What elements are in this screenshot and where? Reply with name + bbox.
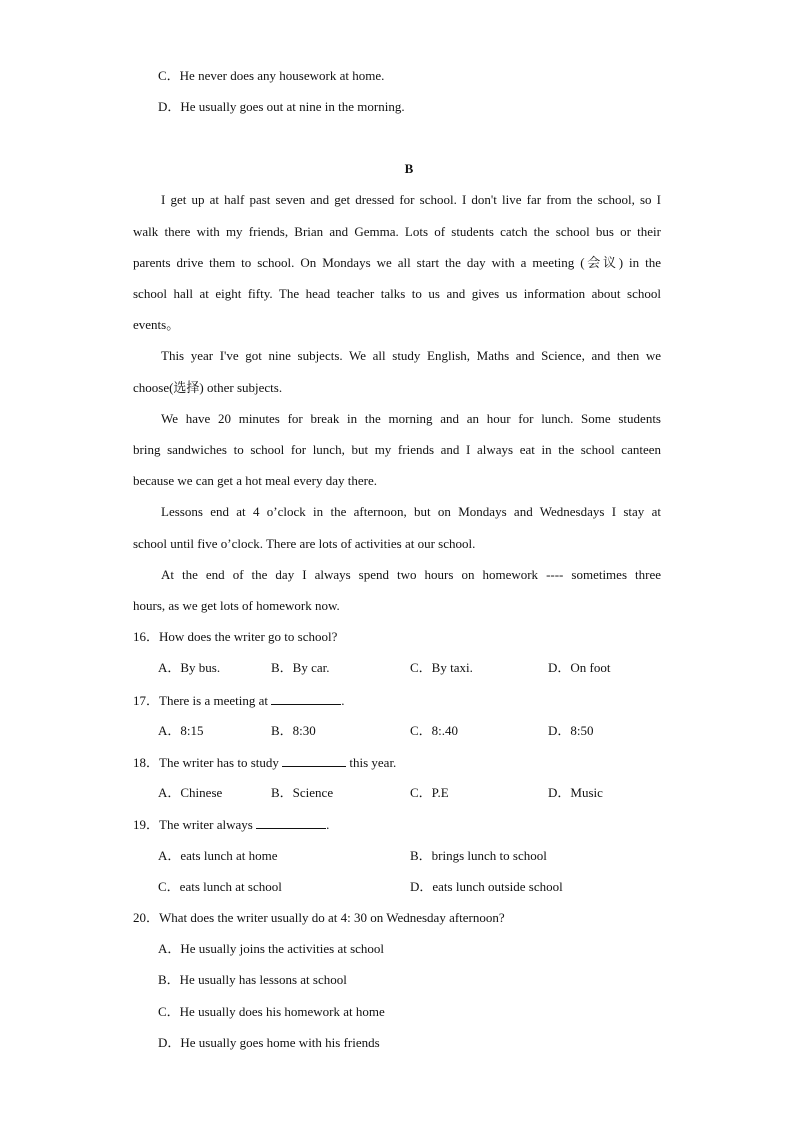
question-18-option-c: C．P.E <box>410 785 449 800</box>
passage-line: bring sandwiches to school for lunch, but my friends and I always eat in the school canteen <box>133 442 661 457</box>
question-19-stem-end: . <box>326 817 330 832</box>
question-20-option-a: A．He usually joins the activities at school <box>158 941 385 956</box>
passage-line: school hall at eight fifty. The head teacher talks to us and gives us information about school <box>133 286 661 301</box>
passage-line: I get up at half past seven and get dressed for school. I don't live far from the school, so I <box>161 192 661 207</box>
question-20-stem: 20．What does the writer usually do at 4: 30 on Wednesday afternoon? <box>133 910 505 925</box>
question-17-option-d: D．8:50 <box>548 723 594 738</box>
prev-option-d: D．He usually goes out at nine in the morning. <box>158 99 405 114</box>
question-17-option-c: C．8:.40 <box>410 723 459 738</box>
passage-line: because we can get a hot meal every day there. <box>133 473 377 488</box>
passage-line: parents drive them to school. On Mondays we all start the day with a meeting (会议) in the <box>133 255 661 270</box>
answer-blank <box>256 816 326 829</box>
question-16-option-b: B．By car. <box>271 660 330 675</box>
question-17-option-a: A．8:15 <box>158 723 204 738</box>
answer-blank <box>271 692 341 705</box>
prev-option-c: C．He never does any housework at home. <box>158 68 385 83</box>
question-18-option-b: B．Science <box>271 785 334 800</box>
passage-line: Lessons end at 4 o’clock in the afternoon, but on Mondays and Wednesdays I stay at <box>161 504 661 519</box>
question-18-option-a: A．Chinese <box>158 785 223 800</box>
question-18-stem-text: 18．The writer has to study <box>133 755 279 770</box>
question-17-stem <box>133 692 345 709</box>
question-19-option-c: C．eats lunch at school <box>158 879 282 894</box>
question-19-option-a: A．eats lunch at home <box>158 848 278 863</box>
question-17-option-b: B．8:30 <box>271 723 316 738</box>
passage-line: school until five o’clock. There are lots of activities at our school. <box>133 536 476 551</box>
question-18-option-d: D．Music <box>548 785 603 800</box>
question-16-option-d: D．On foot <box>548 660 611 675</box>
question-16-option-a: A．By bus. <box>158 660 221 675</box>
question-16-option-c: C．By taxi. <box>410 660 473 675</box>
answer-blank <box>282 754 346 767</box>
question-18-stem <box>133 754 396 771</box>
passage-line: hours, as we get lots of homework now. <box>133 598 340 613</box>
passage-line: events。 <box>133 317 180 332</box>
passage-line: We have 20 minutes for break in the morning and an hour for lunch. Some students <box>161 411 661 426</box>
question-17-stem-end: . <box>341 693 345 708</box>
section-title: B <box>404 161 414 176</box>
question-19-stem-text: 19．The writer always <box>133 817 253 832</box>
question-20-option-d: D．He usually goes home with his friends <box>158 1035 380 1050</box>
question-17-stem-text: 17．There is a meeting at <box>133 693 269 708</box>
question-20-option-c: C．He usually does his homework at home <box>158 1004 385 1019</box>
passage-line: At the end of the day I always spend two hours on homework ---- sometimes three <box>161 567 661 582</box>
question-16-stem: 16．How does the writer go to school? <box>133 629 338 644</box>
passage-line: choose(选择) other subjects. <box>133 380 283 395</box>
question-19-option-b: B．brings lunch to school <box>410 848 547 863</box>
passage-line: This year I've got nine subjects. We all study English, Maths and Science, and then we <box>161 348 661 363</box>
question-18-stem-end: this year. <box>349 755 397 770</box>
passage-line: walk there with my friends, Brian and Gemma. Lots of students catch the school bus or their <box>133 224 661 239</box>
question-20-option-b: B．He usually has lessons at school <box>158 972 347 987</box>
question-19-stem <box>133 816 329 833</box>
question-19-option-d: D．eats lunch outside school <box>410 879 563 894</box>
